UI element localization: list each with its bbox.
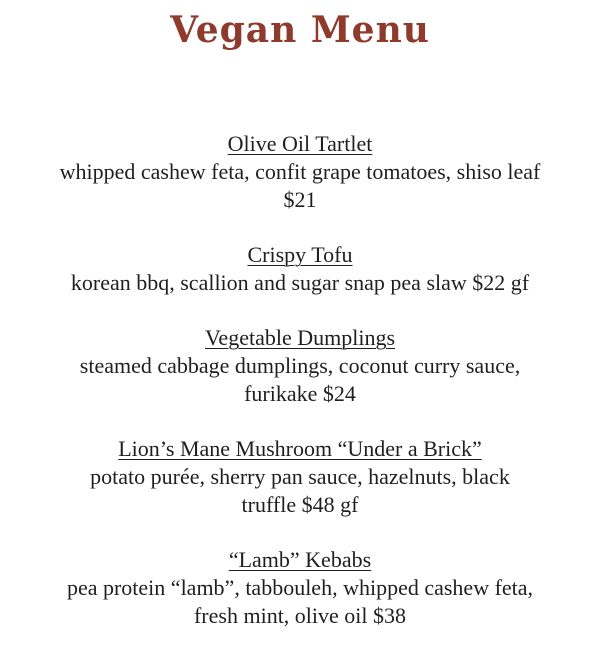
menu-item-name: Crispy Tofu bbox=[247, 242, 353, 267]
menu-item-name: Olive Oil Tartlet bbox=[227, 131, 373, 156]
menu-item-name: “Lamb” Kebabs bbox=[228, 547, 372, 572]
menu-item-description: steamed cabbage dumplings, coconut curry sauce, bbox=[79, 353, 521, 378]
menu-item-description-cont: fresh mint, olive oil $38 bbox=[193, 603, 407, 628]
menu-item-description-cont: truffle $48 gf bbox=[241, 492, 359, 517]
menu-item-price: $21 bbox=[283, 187, 317, 212]
menu-item-description: potato purée, sherry pan sauce, hazelnuts, black bbox=[90, 464, 510, 489]
menu-item bbox=[0, 241, 600, 297]
menu-items bbox=[0, 130, 600, 630]
menu-item bbox=[0, 130, 600, 214]
menu-item-description: pea protein “lamb”, tabbouleh, whipped cashew feta, bbox=[66, 575, 534, 600]
menu-item-name: Lion’s Mane Mushroom “Under a Brick” bbox=[118, 436, 482, 461]
menu-title: Vegan Menu bbox=[170, 9, 430, 51]
menu-item-description: korean bbq, scallion and sugar snap pea slaw $22 gf bbox=[70, 270, 530, 295]
menu-item-name: Vegetable Dumplings bbox=[204, 325, 396, 350]
menu-item-description-cont: furikake $24 bbox=[244, 381, 356, 406]
menu-item bbox=[0, 546, 600, 630]
menu-item bbox=[0, 435, 600, 519]
menu-item-description: whipped cashew feta, confit grape tomatoes, shiso leaf bbox=[59, 159, 541, 184]
menu-item bbox=[0, 324, 600, 408]
